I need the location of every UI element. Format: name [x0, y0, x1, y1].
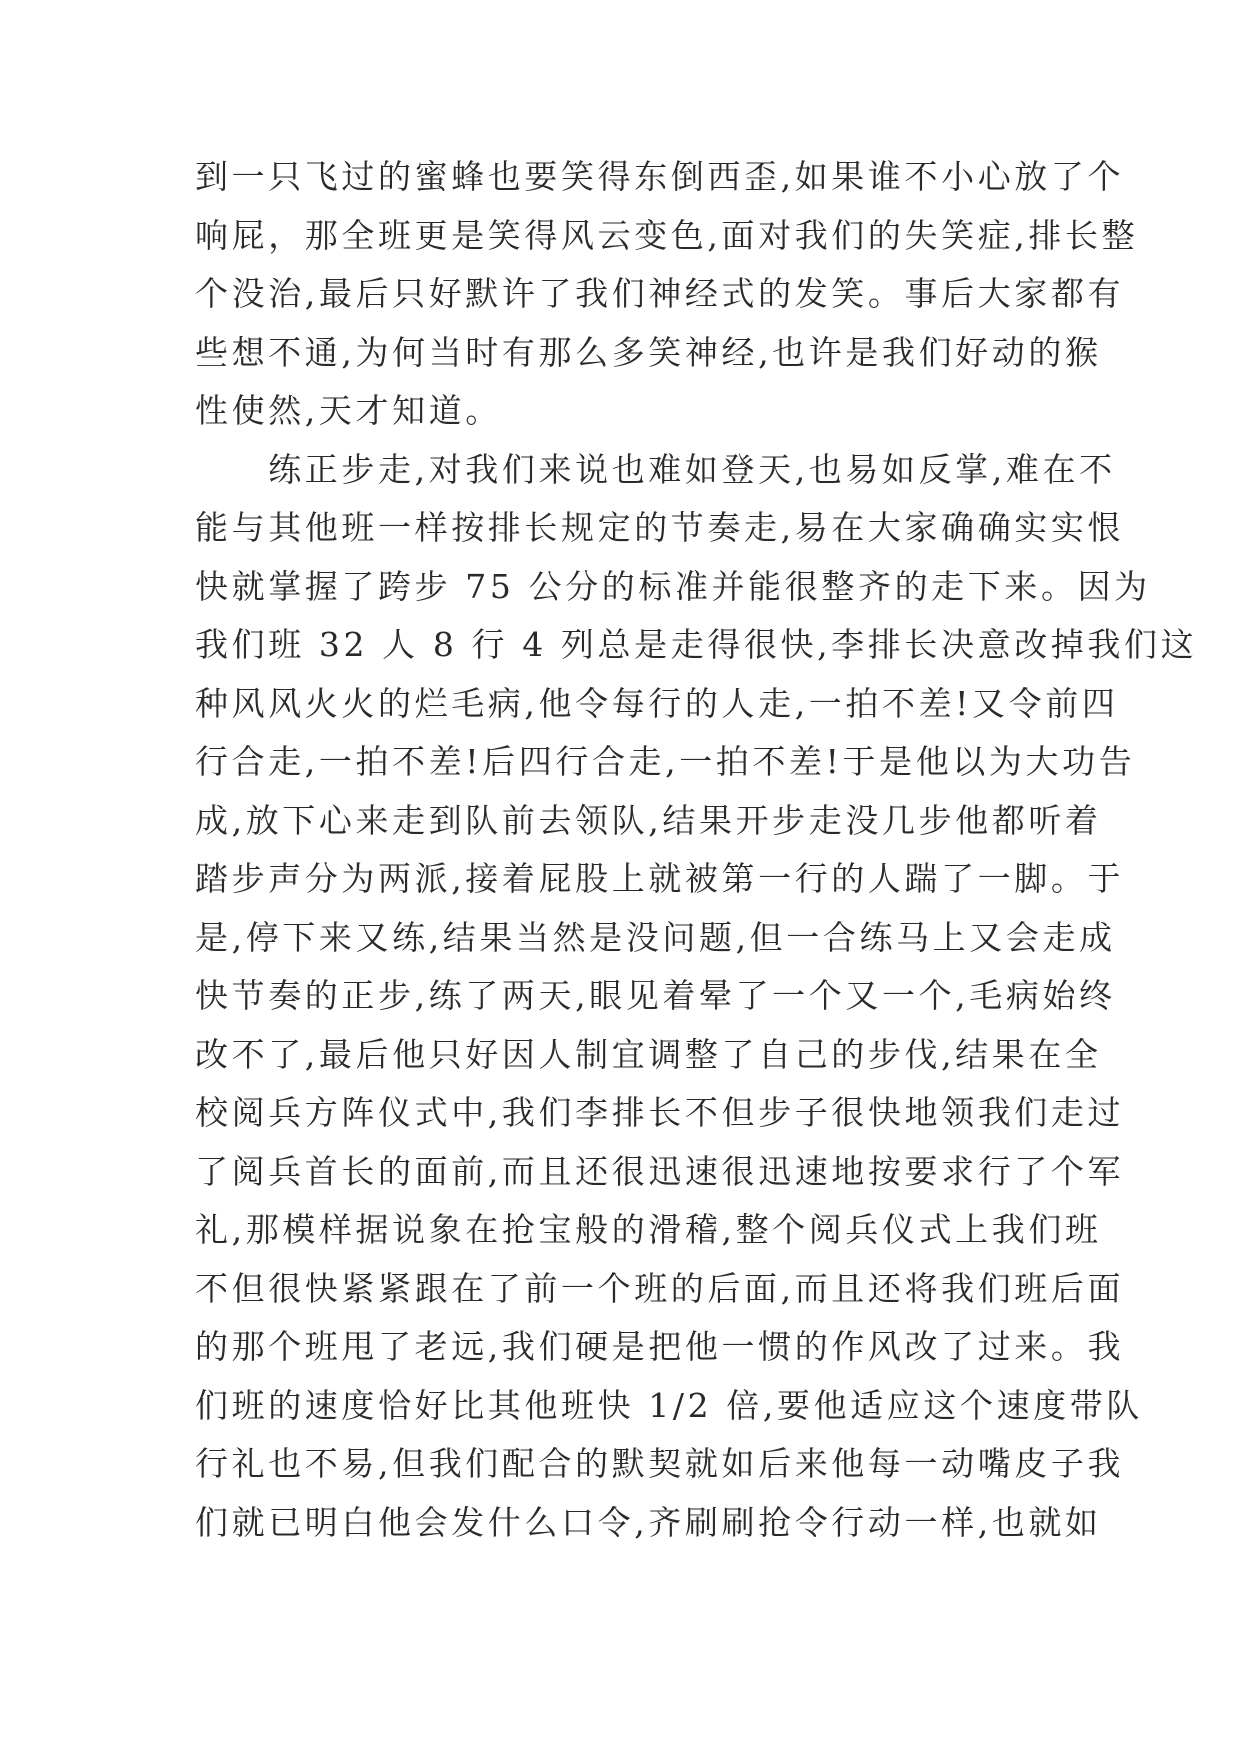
text-line: 礼,那模样据说象在抢宝般的滑稽,整个阅兵仪式上我们班 — [195, 1210, 1102, 1249]
text-line: 改不了,最后他只好因人制宜调整了自己的步伐,结果在全 — [195, 1034, 1102, 1074]
text-line: 不但很快紧紧跟在了前一个班的后面,而且还将我们班后面 — [195, 1268, 1125, 1308]
text-line: 行礼也不易,但我们配合的默契就如后来他每一动嘴皮子我 — [195, 1444, 1125, 1483]
text-line: 了阅兵首长的面前,而且还很迅速很迅速地按要求行了个军 — [195, 1151, 1125, 1191]
text-line: 校阅兵方阵仪式中,我们李排长不但步子很快地领我们走过 — [195, 1093, 1125, 1132]
text-line: 响屁，那全班更是笑得风云变色,面对我们的失笑症,排长整 — [195, 215, 1139, 255]
text-line: 到一只飞过的蜜蜂也要笑得东倒西歪,如果谁不小心放了个 — [195, 157, 1125, 196]
text-line: 快节奏的正步,练了两天,眼见着晕了一个又一个,毛病始终 — [195, 976, 1116, 1015]
text-line: 快就掌握了跨步 75 公分的标准并能很整齐的走下来。因为 — [195, 566, 1151, 606]
text-line: 成,放下心来走到队前去领队,结果开步走没几步他都听着 — [195, 800, 1102, 840]
text-line: 的那个班甩了老远,我们硬是把他一惯的作风改了过来。我 — [195, 1327, 1125, 1366]
text-line: 是,停下来又练,结果当然是没问题,但一合练马上又会走成 — [195, 917, 1116, 957]
text-line: 些想不通,为何当时有那么多笑神经,也许是我们好动的猴 — [195, 332, 1102, 372]
body-text — [195, 148, 1198, 1552]
paragraph-start-line: 练正步走,对我们来说也难如登天,也易如反掌,难在不 — [195, 449, 1116, 489]
text-line: 行合走,一拍不差!后四行合走,一拍不差!于是他以为大功告 — [195, 742, 1136, 781]
text-line: 们就已明白他会发什么口令,齐刷刷抢令行动一样,也就如 — [195, 1502, 1102, 1542]
text-line: 们班的速度恰好比其他班快 1/2 倍,要他适应这个速度带队 — [195, 1385, 1143, 1425]
text-line: 种风风火火的烂毛病,他令每行的人走,一拍不差!又令前四 — [195, 683, 1119, 723]
text-line: 踏步声分为两派,接着屁股上就被第一行的人踹了一脚。于 — [195, 859, 1125, 898]
text-line: 我们班 32 人 8 行 4 列总是走得很快,李排长决意改掉我们这 — [195, 625, 1198, 664]
text-line: 性使然,天才知道。 — [195, 391, 502, 430]
text-line: 能与其他班一样按排长规定的节奏走,易在大家确确实实恨 — [195, 508, 1125, 547]
text-line: 个没治,最后只好默许了我们神经式的发笑。事后大家都有 — [195, 274, 1125, 313]
